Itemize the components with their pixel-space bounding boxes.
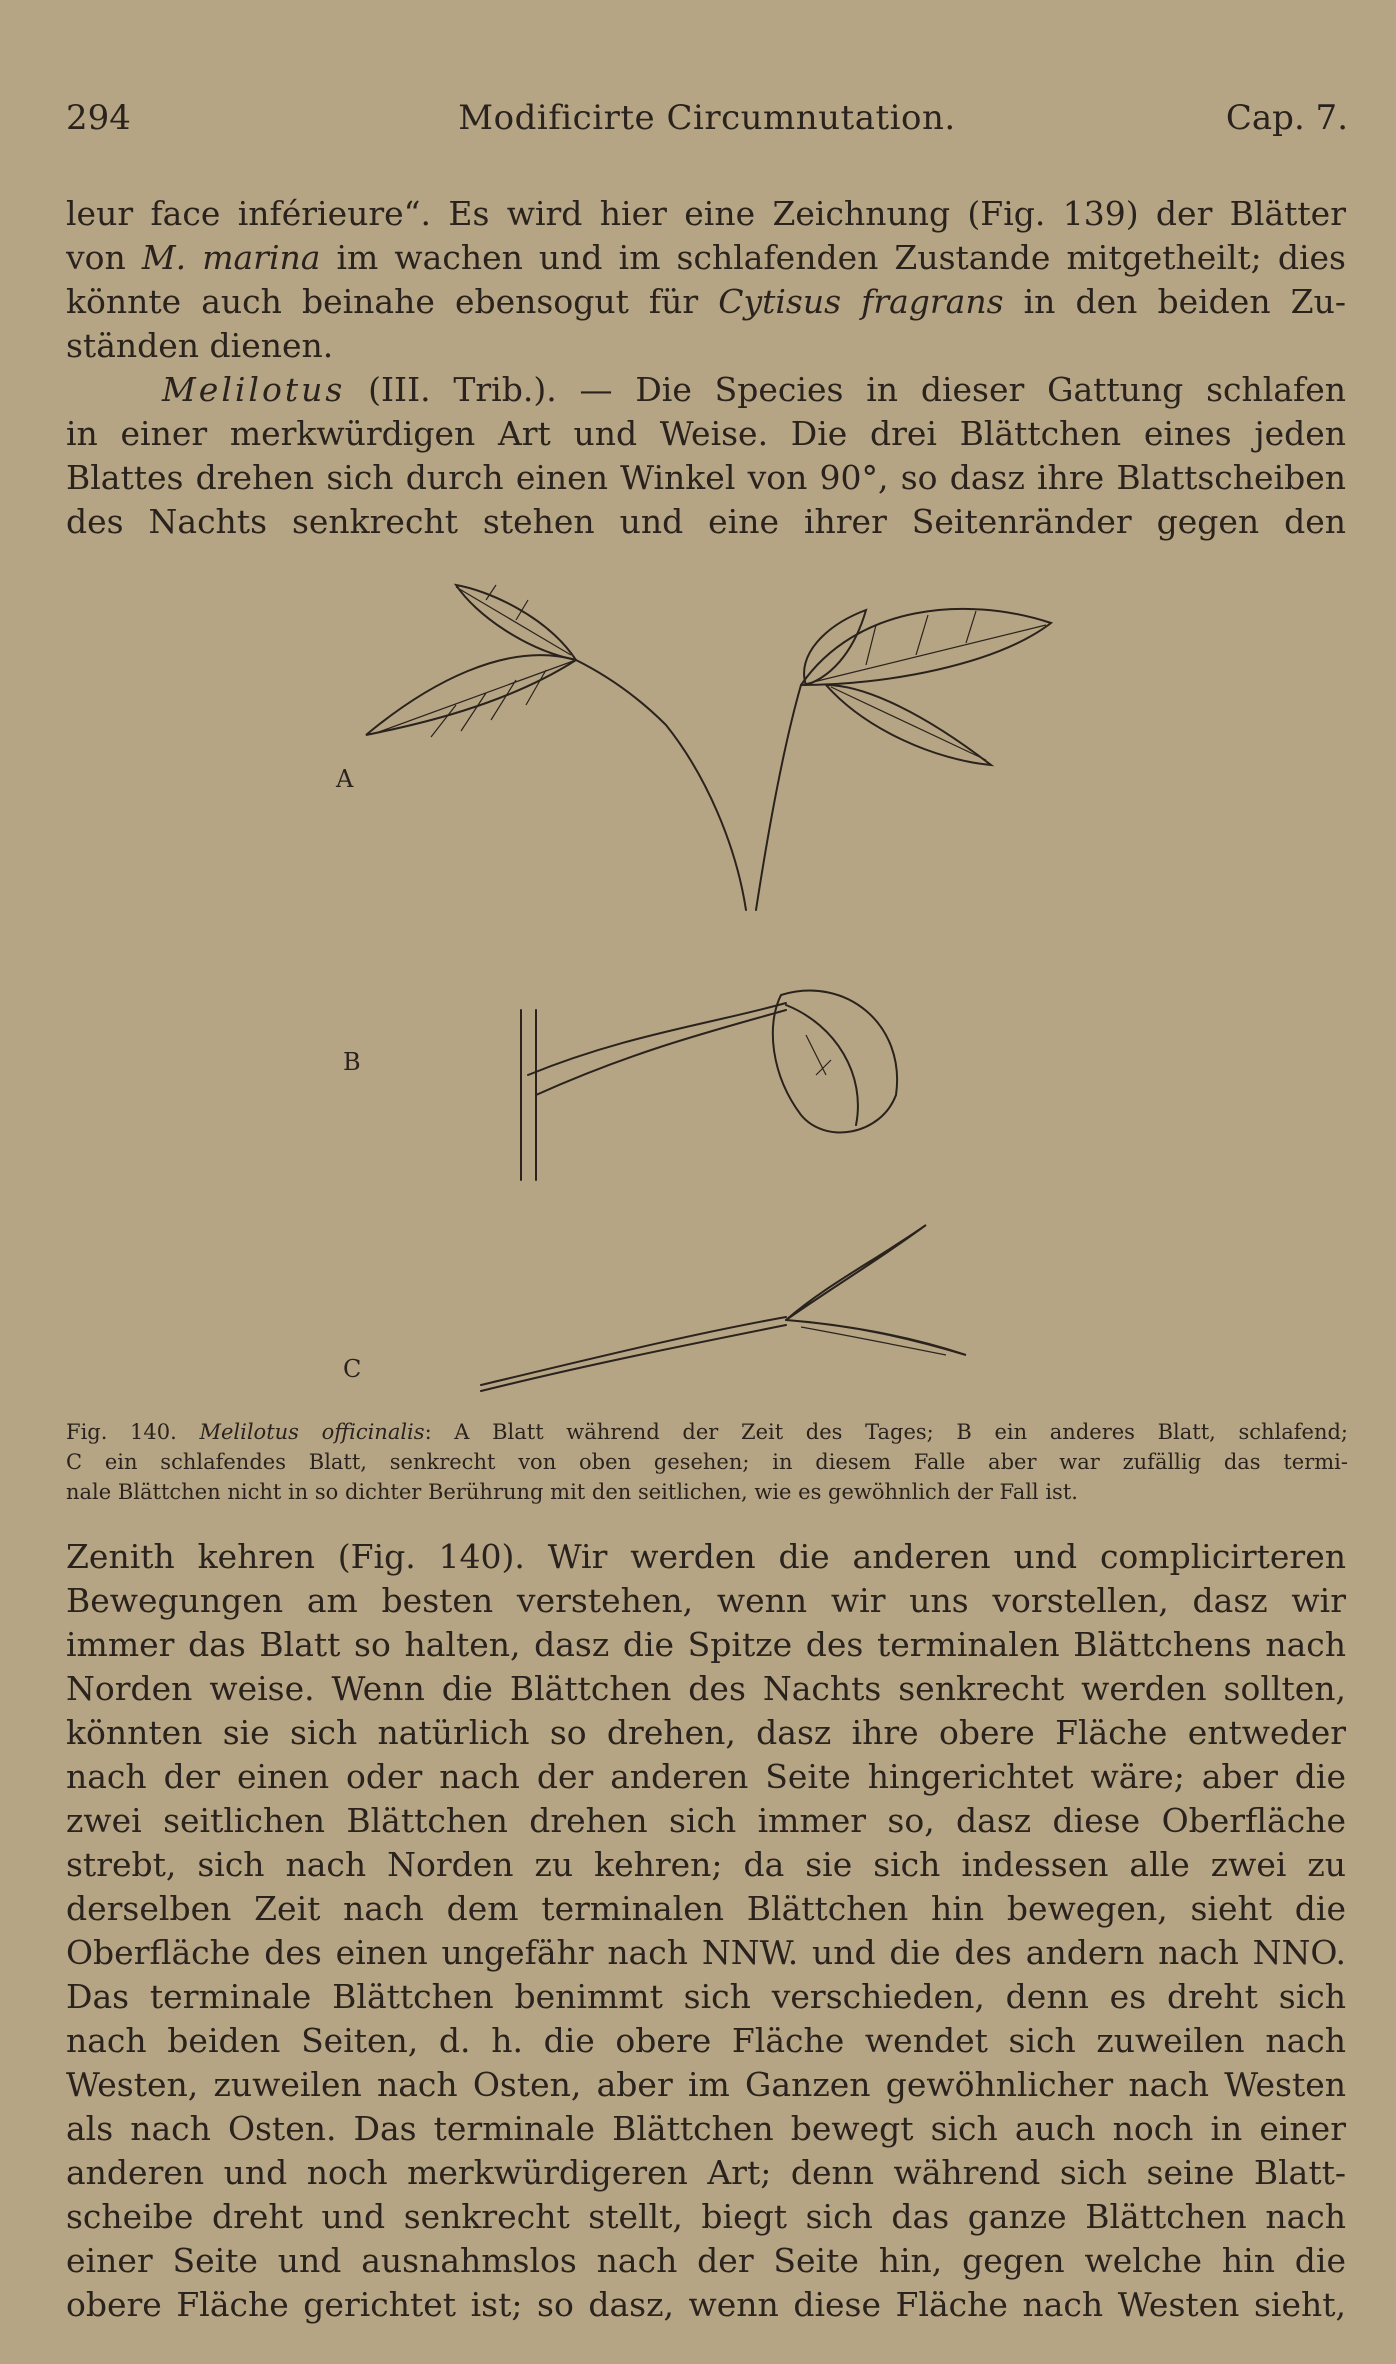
text-span: C ein schlafendes Blatt, senkrecht von oben gesehen; in diesem Falle aber war zufällig das termi-: [66, 1450, 1348, 1474]
text-span: Cytisus fragrans: [718, 282, 1004, 321]
text-span: leur face inférieure“. Es wird hier eine Zeichnung (Fig. 139) der Blätter: [66, 194, 1346, 233]
body-text-bottom: [66, 1535, 1346, 2327]
text-line: [66, 1477, 1348, 1507]
text-span: : A Blatt während der Zeit des Tages; B ein anderes Blatt, schlafend;: [424, 1420, 1348, 1444]
text-line: [66, 236, 1346, 280]
running-title: Modificirte Circumnutation.: [458, 98, 956, 138]
text-line: [66, 2195, 1346, 2239]
text-span: (III. Trib.). — Die Species in dieser Gattung schlafen: [345, 370, 1346, 409]
text-line: [66, 1667, 1346, 1711]
text-span: könnte auch beinahe ebensogut für: [66, 282, 719, 321]
figure-caption: [66, 1417, 1348, 1507]
chapter-label: Cap. 7.: [1225, 98, 1348, 138]
text-span: scheibe dreht und senkrecht stellt, biegt sich das ganze Blättchen nach: [66, 2197, 1346, 2236]
text-line: [66, 1799, 1346, 1843]
text-span: Oberfläche des einen ungefähr nach NNW. und die des andern nach NNO.: [66, 1933, 1346, 1972]
text-line: [66, 1755, 1346, 1799]
text-line: [66, 2283, 1346, 2327]
text-line: [66, 280, 1346, 324]
text-line: [66, 2107, 1346, 2151]
text-span: nale Blättchen nicht in so dichter Berührung mit den seitlichen, wie es gewöhnlich der Fall ist.: [66, 1480, 1078, 1504]
text-span: Fig. 140.: [66, 1420, 200, 1444]
text-span: Melilotus officinalis: [199, 1420, 425, 1444]
text-line: [66, 2239, 1346, 2283]
text-line: [66, 1623, 1346, 1667]
text-span: zwei seitlichen Blättchen drehen sich immer so, dasz diese Oberfläche: [66, 1801, 1346, 1840]
text-line: [66, 2151, 1346, 2195]
melilotus-leaf-illustration: [66, 555, 1346, 1405]
text-line: [66, 456, 1346, 500]
text-span: Zenith kehren (Fig. 140). Wir werden die anderen und complicirteren: [66, 1537, 1346, 1576]
text-line: [66, 1535, 1346, 1579]
text-span: anderen und noch merkwürdigeren Art; denn während sich seine Blatt-: [66, 2153, 1346, 2192]
text-span: Bewegungen am besten verstehen, wenn wir uns vorstellen, dasz wir: [66, 1581, 1346, 1620]
text-line: [66, 1887, 1346, 1931]
text-line: [66, 1975, 1346, 2019]
text-span: M. marina: [141, 238, 321, 277]
text-span: könnten sie sich natürlich so drehen, dasz ihre obere Fläche entweder: [66, 1713, 1346, 1752]
text-span: Blattes drehen sich durch einen Winkel von 90°, so dasz ihre Blattscheiben: [66, 458, 1346, 497]
text-span: im wachen und im schlafenden Zustande mitgetheilt; dies: [320, 238, 1346, 277]
text-line: [66, 1931, 1346, 1975]
text-span: Norden weise. Wenn die Blättchen des Nachts senkrecht werden sollten,: [66, 1669, 1346, 1708]
text-span: Westen, zuweilen nach Osten, aber im Ganzen gewöhnlicher nach Westen: [66, 2065, 1346, 2104]
running-header: [66, 98, 1348, 148]
figure-label-a: A: [336, 765, 354, 793]
text-span: nach der einen oder nach der anderen Seite hingerichtet wäre; aber die: [66, 1757, 1346, 1796]
figure-label-c: C: [343, 1355, 362, 1383]
text-span: einer Seite und ausnahmslos nach der Seite hin, gegen welche hin die: [66, 2241, 1346, 2280]
text-span: obere Fläche gerichtet ist; so dasz, wenn diese Fläche nach Westen sieht,: [66, 2285, 1346, 2324]
text-line: [66, 500, 1346, 544]
text-span: in einer merkwürdigen Art und Weise. Die drei Blättchen eines jeden: [66, 414, 1346, 453]
body-text-top: [66, 192, 1346, 544]
text-span: von: [66, 238, 142, 277]
text-span: als nach Osten. Das terminale Blättchen bewegt sich auch noch in einer: [66, 2109, 1346, 2148]
text-line: [66, 2063, 1346, 2107]
text-span: strebt, sich nach Norden zu kehren; da sie sich indessen alle zwei zu: [66, 1845, 1346, 1884]
text-line: [66, 2019, 1346, 2063]
text-span: in den beiden Zu-: [1003, 282, 1346, 321]
text-line: [66, 1843, 1346, 1887]
text-span: Das terminale Blättchen benimmt sich verschieden, denn es dreht sich: [66, 1977, 1346, 2016]
figure-140: [66, 555, 1346, 1405]
text-span: des Nachts senkrecht stehen und eine ihrer Seitenränder gegen den: [66, 502, 1346, 541]
page-number: 294: [66, 98, 131, 138]
text-span: derselben Zeit nach dem terminalen Blättchen hin bewegen, sieht die: [66, 1889, 1346, 1928]
text-line: [66, 1579, 1346, 1623]
text-span: nach beiden Seiten, d. h. die obere Fläche wendet sich zuweilen nach: [66, 2021, 1346, 2060]
text-line: [66, 1447, 1348, 1477]
text-line: [66, 368, 1346, 412]
text-line: [66, 412, 1346, 456]
text-line: [66, 192, 1346, 236]
text-line: [66, 324, 1346, 368]
text-span: ständen dienen.: [66, 326, 334, 365]
text-span: Melilotus: [162, 370, 346, 409]
text-line: [66, 1417, 1348, 1447]
figure-label-b: B: [343, 1048, 361, 1076]
text-line: [66, 1711, 1346, 1755]
text-span: immer das Blatt so halten, dasz die Spitze des terminalen Blättchens nach: [66, 1625, 1346, 1664]
